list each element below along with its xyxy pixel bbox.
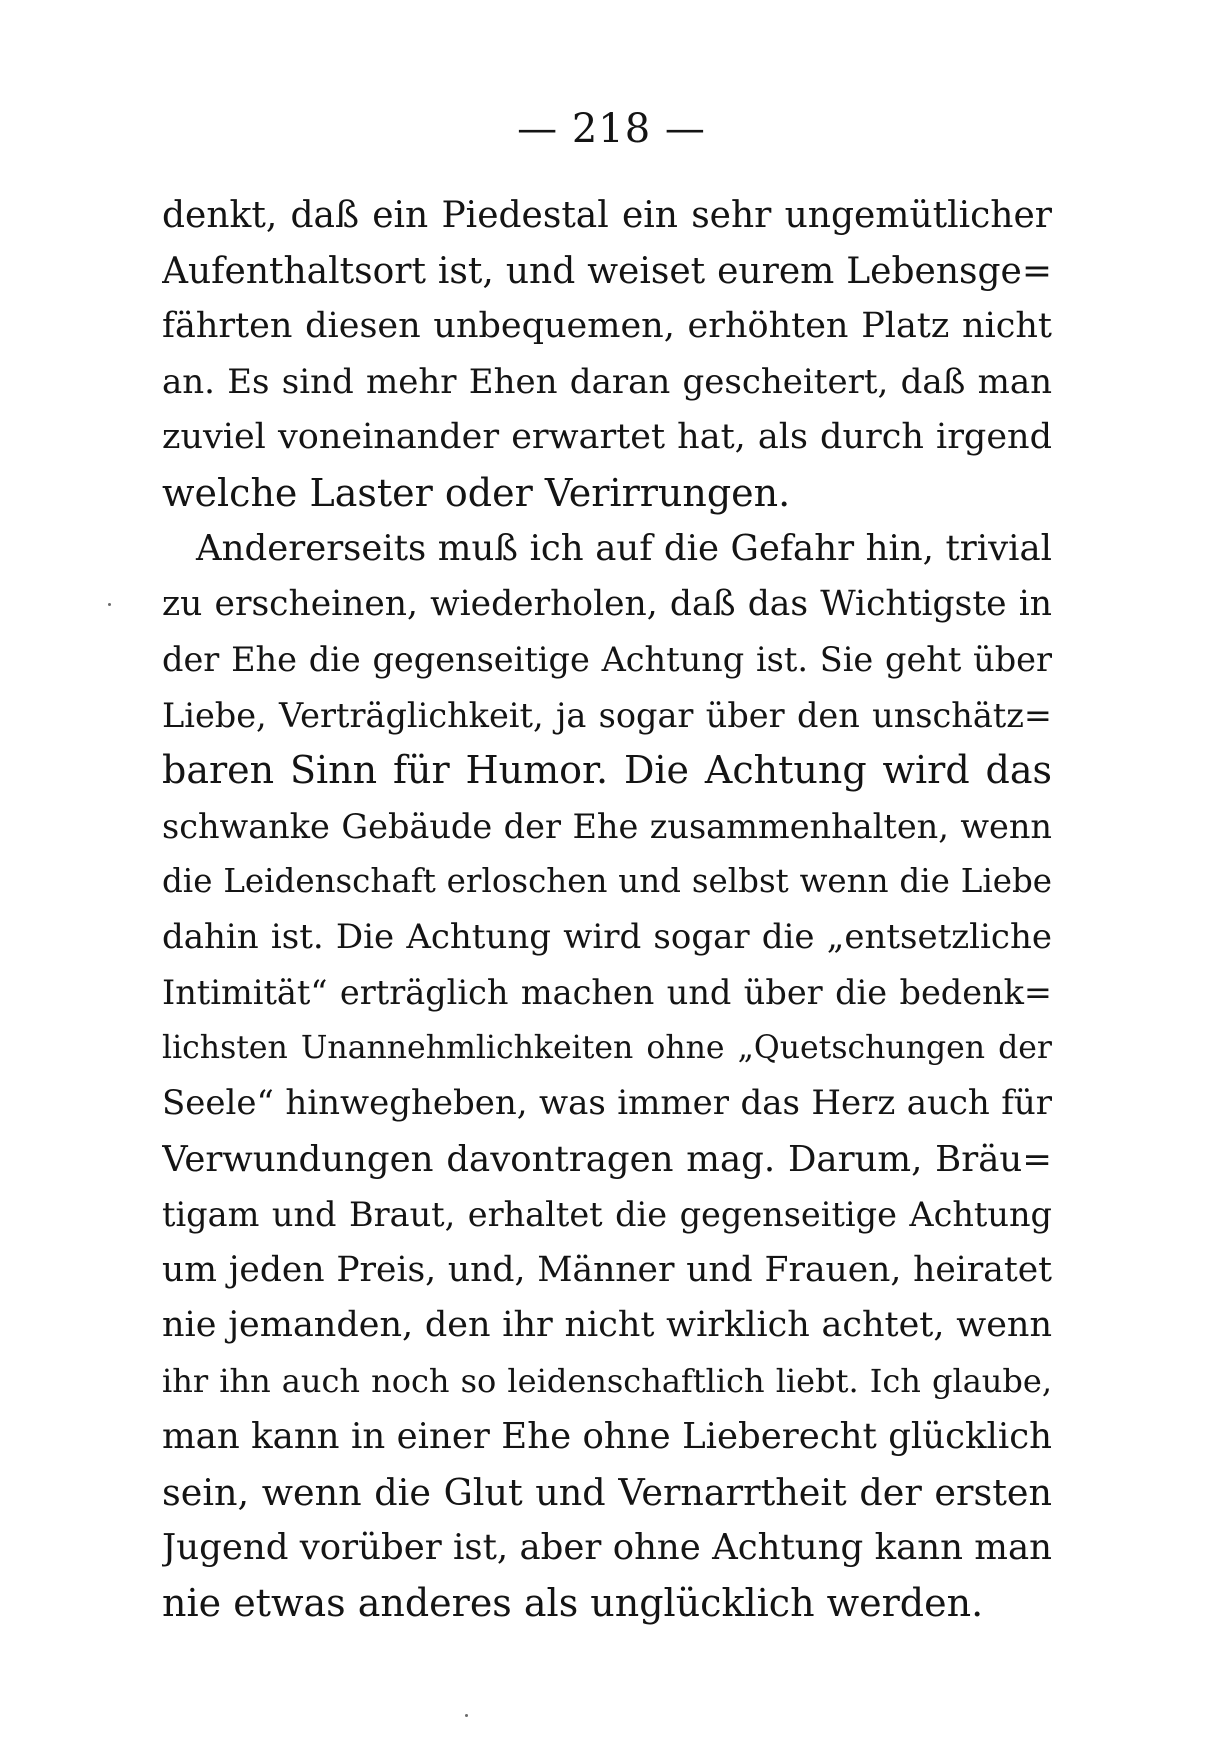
- text-line: tigam und Braut, erhaltet die gegenseitige Achtung: [162, 1195, 1052, 1234]
- text-line: zuviel voneinander erwartet hat, als durch irgend: [162, 417, 1052, 457]
- text-line: die Leidenschaft erloschen und selbst wenn die Liebe: [162, 862, 1052, 900]
- text-line: dahin ist. Die Achtung wird sogar die „entsetzliche: [162, 916, 1052, 957]
- text-line: man kann in einer Ehe ohne Lieberecht glücklich: [162, 1416, 1052, 1457]
- text-line: welche Laster oder Verirrungen.: [162, 470, 791, 515]
- text-line: fährten diesen unbequemen, erhöhten Platz nicht: [162, 306, 1052, 346]
- text-line: Seele“ hinwegheben, was immer das Herz auch für: [162, 1083, 1052, 1123]
- text-line: Intimität“ erträglich machen und über die bedenk=: [162, 973, 1052, 1012]
- print-speck: [465, 1714, 468, 1717]
- text-line: denkt, daß ein Piedestal ein sehr ungemütlicher: [162, 195, 1052, 236]
- text-line: nie jemanden, den ihr nicht wirklich achtet, wenn: [162, 1305, 1052, 1345]
- page-number: — 218 —: [517, 106, 706, 152]
- text-line: um jeden Preis, und, Männer und Frauen, heiratet: [162, 1249, 1052, 1290]
- text-line: sein, wenn die Glut und Vernarrtheit der ersten: [162, 1470, 1052, 1514]
- body-text: [162, 188, 1052, 1631]
- text-line: Andererseits muß ich auf die Gefahr hin, trivial: [196, 528, 1052, 569]
- print-speck: [108, 603, 111, 606]
- text-line: lichsten Unannehmlichkeiten ohne „Quetschungen der: [162, 1029, 1052, 1066]
- text-line: an. Es sind mehr Ehen daran gescheitert, daß man: [162, 361, 1052, 402]
- text-line: Jugend vorüber ist, aber ohne Achtung kann man: [162, 1527, 1052, 1568]
- text-line: der Ehe die gegenseitige Achtung ist. Sie geht über: [162, 640, 1052, 679]
- text-line: baren Sinn für Humor. Die Achtung wird das: [162, 748, 1052, 792]
- text-line: nie etwas anderes als unglücklich werden.: [162, 1580, 984, 1625]
- text-line: Aufenthaltsort ist, und weiset eurem Lebensge=: [162, 250, 1052, 292]
- text-line: zu erscheinen, wiederholen, daß das Wichtigste in: [162, 583, 1052, 624]
- text-line: Liebe, Verträglichkeit, ja sogar über den unschätz=: [162, 695, 1052, 735]
- text-line: schwanke Gebäude der Ehe zusammenhalten, wenn: [162, 806, 1052, 846]
- text-line: ihr ihn auch noch so leidenschaftlich liebt. Ich glaube,: [162, 1361, 1052, 1400]
- text-line: Verwundungen davontragen mag. Darum, Bräu=: [162, 1138, 1052, 1180]
